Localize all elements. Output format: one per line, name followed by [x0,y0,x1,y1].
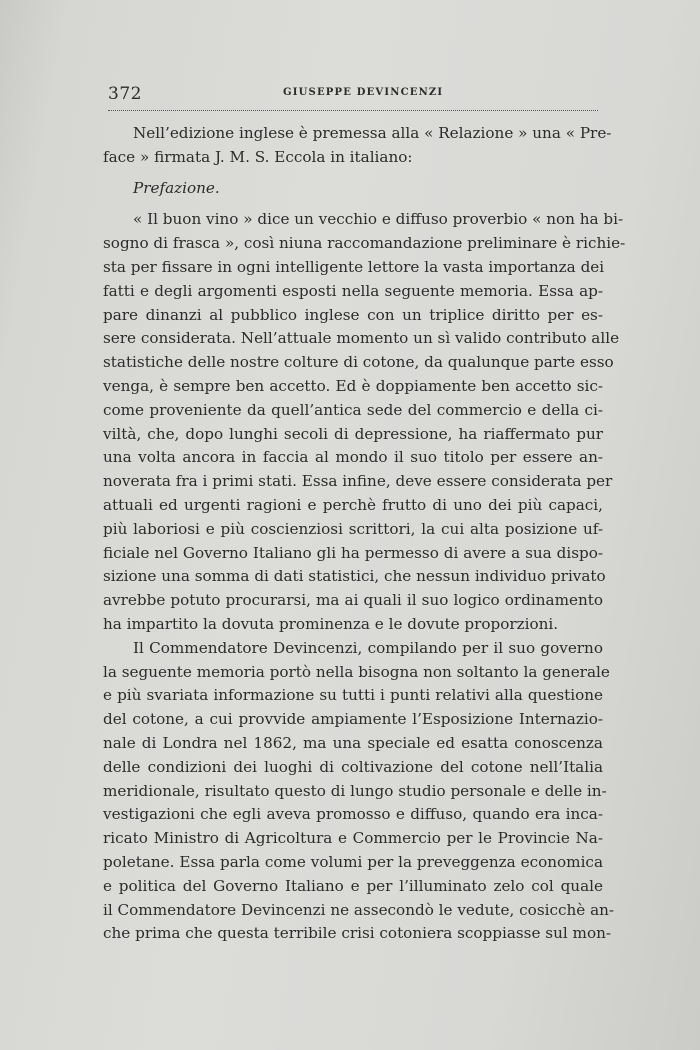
text-line: sere considerata. Nell’attuale momento un sì valido contributo alle [103,329,620,348]
running-head: GIUSEPPE DEVINCENZI [283,87,444,98]
paragraph-2 [103,637,615,946]
text-line: sizione una somma di dati statistici, che nessun individuo privato [103,567,606,586]
text-line: ficiale nel Governo Italiano gli ha permesso di avere a sua dispo- [103,543,603,562]
text-line: face » firmata J. M. S. Eccola in italiano: [103,147,413,166]
text-line: del cotone, a cui provvide ampiamente l’Esposizione Internazio- [103,710,603,729]
text-line: sogno di frasca », così niuna raccomandazione preliminare è richie- [103,234,626,253]
header-rule [108,110,598,111]
text-line: Nell’edizione inglese è premessa alla « Relazione » una « Pre- [133,124,612,142]
text-line: la seguente memoria portò nella bisogna non soltanto la generale [103,662,610,681]
text-line: sta per fissare in ogni intelligente lettore la vasta importanza dei [103,257,605,276]
text-line: una volta ancora in faccia al mondo il suo titolo per essere an- [103,448,603,467]
body-text [103,122,626,946]
text-line: e politica del Governo Italiano e per l’illuminato zelo col quale [103,876,603,895]
paragraph-1 [103,208,626,636]
text-line: nale di Londra nel 1862, ma una speciale ed esatta conoscenza [103,733,603,752]
text-line: fatti e degli argomenti esposti nella seguente memoria. Essa ap- [103,281,603,300]
text-line: viltà, che, dopo lunghi secoli di depressione, ha riaffermato pur [103,424,603,443]
page-header [108,84,598,114]
text-line: più laboriosi e più coscienziosi scrittori, la cui alta posizione uf- [103,519,603,538]
section-heading: Prefazione. [133,178,220,197]
text-line: venga, è sempre ben accetto. Ed è doppiamente ben accetto sic- [103,376,603,395]
text-line: ha impartito la dovuta prominenza e le dovute proporzioni. [103,614,559,633]
text-line: poletane. Essa parla come volumi per la preveggenza economica [103,852,603,871]
text-line: statistiche delle nostre colture di cotone, da qualunque parte esso [103,353,614,372]
text-line: pare dinanzi al pubblico inglese con un triplice diritto per es- [103,305,603,324]
text-line: meridionale, risultato questo di lungo studio personale e delle in- [103,781,607,800]
text-line: attuali ed urgenti ragioni e perchè frutto di uno dei più capaci, [103,495,603,514]
text-line: avrebbe potuto procurarsi, ma ai quali il suo logico ordinamento [103,591,603,610]
text-line: ricato Ministro di Agricoltura e Commercio per le Provincie Na- [103,829,603,848]
text-line: vestigazioni che egli aveva promosso e diffuso, quando era inca- [103,805,603,824]
intro-paragraph [103,122,612,170]
text-line: il Commendatore Devincenzi ne assecondò le vedute, cosicchè an- [103,900,615,919]
text-line: e più svariata informazione su tutti i punti relativi alla questione [103,686,603,705]
text-line: come proveniente da quell’antica sede del commercio e della ci- [103,400,603,419]
page-number: 372 [108,84,142,104]
text-line: delle condizioni dei luoghi di coltivazione del cotone nell’Italia [103,757,603,776]
text-line: « Il buon vino » dice un vecchio e diffuso proverbio « non ha bi- [133,210,624,229]
text-line: che prima che questa terribile crisi cotoniera scoppiasse sul mon- [103,924,612,943]
text-line: noverata fra i primi stati. Essa infine, deve essere considerata per [103,472,613,491]
text-line: Il Commendatore Devincenzi, compilando per il suo governo [133,638,603,657]
